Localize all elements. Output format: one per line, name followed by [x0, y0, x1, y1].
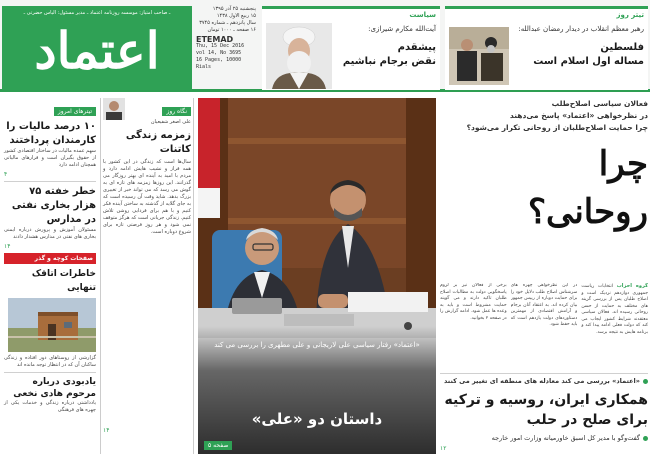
aleppo-subtitle — [440, 434, 648, 443]
meta-en-date: Thu, 15 Dec 2016 — [196, 43, 245, 49]
newspaper-logo[interactable] — [2, 6, 192, 90]
story-body: سهم عمده مالیات در ساختار اقتصادی کشور از حقوق بگیران است و فرارهای مالیاتی همچنان ادامه دارد — [4, 148, 96, 168]
left-column — [4, 98, 96, 454]
lead-headline-line-1: چرا — [598, 144, 648, 184]
house-photo-image — [8, 298, 96, 352]
lead-body-text: انتخابات ریاست جمهوری دوازدهم نزدیک است و اصلاح طلبان پس از بررسی گزینه های مختلف به حمایت از حسن روحانی رسیده اند. فعالان سیاسی معتقدند شرایط کشور ایجاب می کند که دولت فعلی ادامه پیدا کند و برنامه هایش به نتیجه برسد. — [581, 284, 648, 335]
meta-issue: سال پانزدهم ـ شماره ۳۷۴۵ — [199, 20, 256, 26]
masthead — [0, 0, 650, 92]
meta-date-fa: پنجشنبه ۲۵ آذر ۱۳۹۵ — [212, 6, 256, 12]
meeting-photo-image — [449, 27, 509, 85]
teaser-section-label: سیاست — [409, 11, 436, 19]
divider — [440, 373, 648, 374]
story-heaters[interactable] — [4, 185, 96, 250]
lead-body-col-3 — [440, 283, 507, 365]
divider — [4, 372, 96, 373]
aleppo-title-line-1: همکاری ایران، روسیه و ترکیه — [444, 392, 648, 408]
opinion-author: علی اصغر شفیعیان — [150, 119, 191, 125]
bullet-dot-icon — [643, 436, 648, 441]
logo-text: اعتماد — [34, 21, 160, 80]
story-title: خطر خفته ۷۵ هزار بخاری نفتی در مدارس — [11, 186, 96, 225]
aleppo-kicker-text: «اعتماد» بررسی می کند معادله های منطقه ای تغییر می کنند — [444, 377, 640, 385]
teaser-title-line-2: نقض برجام نباشیم — [342, 56, 436, 67]
lead-kicker-line-1: فعالان سیاسی اصلاح‌طلب — [551, 99, 648, 108]
lead-story-column — [440, 98, 648, 454]
lead-body-col-1 — [581, 283, 648, 365]
lead-story[interactable] — [440, 98, 648, 236]
main-photo-block[interactable] — [198, 98, 436, 454]
bullet-dot-icon — [643, 379, 648, 384]
story-title: ۱۰ درصد مالیات را کارمندان پرداختند — [6, 121, 96, 146]
teaser-cleric[interactable] — [262, 6, 440, 90]
section-label-headlines: تیترهای امروز — [54, 107, 96, 116]
aleppo-kicker — [440, 377, 648, 386]
teaser-title-line-1: فلسطین — [600, 42, 644, 53]
teaser-kicker: آیت‌الله مکارم شیرازی: — [368, 25, 436, 33]
feature-body: گزارشی از روستاهای دور افتاده و زندگی ساکنان آن که در انتظار توجه مانده اند — [4, 355, 96, 368]
story-memorial[interactable] — [4, 376, 96, 414]
photo-caption-overlay — [198, 326, 436, 454]
divider — [4, 181, 96, 182]
teaser-section-label: تیتر روز — [616, 11, 644, 19]
lead-body-col-2 — [511, 283, 578, 365]
aleppo-subtitle-text: گفت‌وگو با مدیر کل اسبق خاورمیانه وزارت امور خارجه — [491, 434, 640, 442]
story-lonely-room[interactable] — [4, 267, 96, 369]
lead-body-byline: گروه احزاب — [616, 283, 648, 289]
teaser-leader[interactable] — [445, 6, 648, 90]
aleppo-story[interactable] — [440, 370, 648, 454]
lead-kicker-line-2: در نظرخواهی «اعتماد» پاسخ می‌دهند — [509, 111, 648, 120]
meta-en-vol: vol 14, No 3695 — [196, 50, 242, 56]
meta-pages: ۱۶ صفحه ـ ۱۰۰۰ تومان — [207, 27, 256, 33]
lead-headline-line-2: روحانی؟ — [527, 192, 648, 232]
section-band-alley: صفحات کوچه و گذر — [4, 253, 96, 264]
story-page-ref: ۴ — [4, 171, 8, 178]
logo-tagline: ـ صاحب امتیاز: موسسه روزنامه اعتماد ـ مدیر مسئول: الیاس حضرتی ـ — [23, 10, 171, 16]
opinion-page-ref: ۱۴ — [103, 427, 110, 434]
feature-title: خاطرات اتاقک تنهایی — [31, 269, 96, 293]
lead-body-columns — [440, 283, 648, 365]
photo-caption-kicker: «اعتماد» رفتار سیاسی علی لاریجانی و علی مطهری را بررسی می کند — [214, 341, 420, 349]
photo-page-badge: صفحه ۵ — [204, 441, 232, 450]
meta-en-pages: 16 Pages, 10000 Rials — [196, 57, 242, 70]
story-page-ref: ۱۴ — [4, 243, 11, 250]
memorial-body: یادداشتی درباره زندگی و خدمات یکی از چهره های فرهنگی — [4, 400, 96, 413]
memorial-title: یادبودی درباره مرحوم هادی نخعی — [13, 377, 96, 399]
section-label-opinion: نگاه روز — [162, 107, 191, 116]
story-taxes[interactable] — [4, 120, 96, 178]
cleric-portrait-image — [266, 23, 332, 89]
teaser-title-line-2: مساله اول اسلام است — [533, 56, 644, 67]
teaser-kicker: رهبر معظم انقلاب در دیدار رمضان عبدالله: — [518, 25, 644, 33]
opinion-column — [100, 98, 194, 454]
teaser-title-line-1: پیشقدم — [397, 42, 436, 53]
aleppo-title-line-2: برای صلح در حلب — [526, 412, 648, 428]
meta-date-hijri: ۱۵ ربیع الاول ۱۴۳۸ — [216, 13, 256, 19]
lead-body-text: برخی از فعالان نیز بر لزوم پاسخگویی دولت به مطالبات اصلاح طلبان تاکید دارند و می گویند حمایت مشروط است و باید به وعده ها عمل شود. ادامه گزارش را در صفحه ۲ بخوانید. — [439, 283, 507, 321]
story-body: مسئولان آموزش و پرورش درباره ایمنی بخاری های نفتی در مدارس هشدار دادند — [4, 227, 96, 240]
aleppo-page-ref: ۱۲ — [440, 445, 447, 452]
issue-meta — [196, 6, 256, 90]
opinion-headline[interactable]: زمزمه زندگی کاتنات — [125, 130, 191, 155]
etemad-en-label: ETEMAD — [196, 35, 234, 44]
lead-body-text: در این نظرخواهی چهره های سرشناس اصلاح طلب دلایل خود را برای حمایت دوباره از رییس جمهور بیان کرده اند. به اعتقاد آنان برجام و آرامش اقتصادی از مهمترین دستاوردهای دولت یازدهم است که باید حفظ شود. — [510, 283, 578, 327]
lead-kicker-line-3: چرا حمایت اصلاح‌طلبان از روحانی تکرار می‌شود؟ — [466, 123, 648, 132]
photo-caption-title: داستان دو «علی» — [251, 410, 383, 428]
author-avatar — [103, 98, 125, 120]
opinion-body: سال‌ها است که زندگی در این کشور با همه فراز و نشیب هایش ادامه دارد و مردم با امید به آینده ای بهتر روزگار می گذرانند. این روزها زمزمه های تازه ای به گوش می رسد که می تواند خبر از تغییری بزرگ بدهد. شاید وقت آن رسیده است که به جای گلایه از گذشته به ساختن آینده فکر کنیم و با هم برای فردایی روشن تلاش کنیم. زندگی جریانی است که هرگز متوقف نمی شود و هر روز فرصتی تازه برای شروع دوباره است. — [103, 159, 191, 235]
